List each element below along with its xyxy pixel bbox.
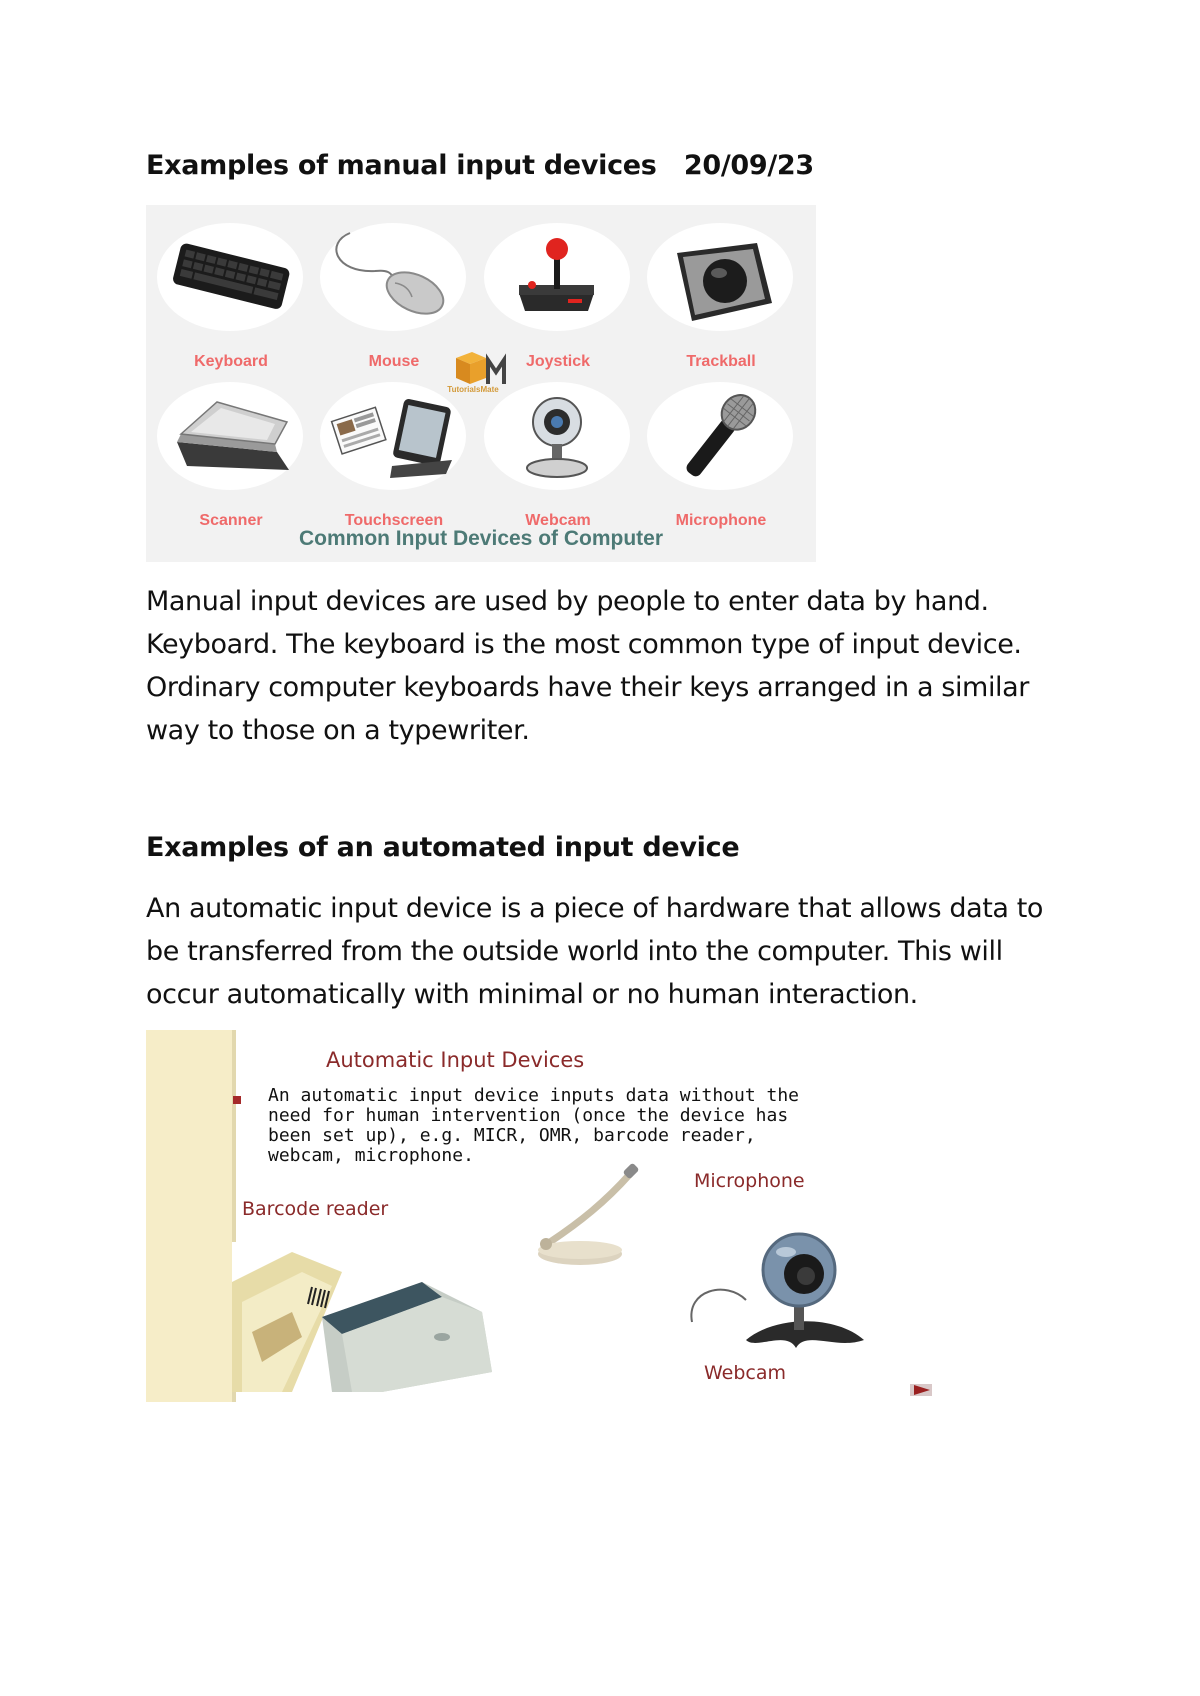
automated-paragraph (146, 887, 1043, 1016)
device-label: Microphone (675, 512, 767, 529)
manual-paragraph (146, 580, 1029, 752)
paragraph-line: way to those on a typewriter. (146, 715, 530, 746)
figure-caption: Common Input Devices of Computer (298, 527, 664, 550)
touchscreen-icon (320, 382, 466, 490)
paragraph-line: occur automatically with minimal or no human interaction. (146, 979, 918, 1010)
bullet-line: An automatic input device inputs data without the (268, 1085, 800, 1106)
desk-microphone-icon (510, 1162, 670, 1272)
barcode-reader-icon (232, 1242, 512, 1392)
bullet-line: been set up), e.g. MICR, OMR, barcode reader, (268, 1125, 756, 1146)
microphone-icon (647, 382, 793, 490)
keyboard-icon (157, 223, 303, 331)
barcode-reader-label: Barcode reader (242, 1198, 389, 1220)
device-keyboard (151, 223, 311, 373)
desk-webcam-icon (686, 1230, 896, 1360)
mouse-icon (320, 223, 466, 331)
device-label: Joystick (525, 353, 591, 370)
webcam-label: Webcam (704, 1362, 787, 1384)
microphone-label: Microphone (694, 1170, 805, 1192)
device-label: Touchscreen (344, 512, 444, 529)
device-webcam (478, 382, 638, 532)
device-microphone (641, 382, 801, 532)
scanner-icon (157, 382, 303, 490)
device-scanner (151, 382, 311, 532)
slide-bullet-text (268, 1086, 799, 1166)
webcam-icon (484, 382, 630, 490)
bullet-line: webcam, microphone. (268, 1145, 474, 1166)
common-input-devices-figure (146, 205, 816, 562)
device-label: Scanner (199, 512, 263, 529)
slide-title: Automatic Input Devices (326, 1048, 585, 1072)
bullet-line: need for human intervention (once the device has (268, 1105, 789, 1126)
slide-nav-arrow-icon (910, 1384, 932, 1396)
slide-side-strip (146, 1030, 232, 1402)
joystick-icon (484, 223, 630, 331)
trackball-icon (647, 223, 793, 331)
paragraph-line: be transferred from the outside world into the computer. This will (146, 936, 1003, 967)
automatic-input-devices-slide (146, 1030, 946, 1402)
device-touchscreen (314, 382, 474, 532)
device-label: Keyboard (194, 353, 268, 370)
paragraph-line: Ordinary computer keyboards have their keys arranged in a similar (146, 672, 1029, 703)
device-label: Mouse (368, 353, 420, 370)
paragraph-line: An automatic input device is a piece of hardware that allows data to (146, 893, 1044, 924)
device-label: Webcam (525, 512, 591, 529)
manual-heading: Examples of manual input devices 20/09/23 (146, 150, 814, 181)
automated-heading: Examples of an automated input device (146, 832, 740, 863)
device-trackball (641, 223, 801, 373)
device-label: Trackball (686, 353, 756, 370)
bullet-marker (233, 1096, 241, 1104)
paragraph-line: Keyboard. The keyboard is the most common type of input device. (146, 629, 1022, 660)
paragraph-line: Manual input devices are used by people to enter data by hand. (146, 586, 989, 617)
watermark-text: TutorialsMate (447, 385, 499, 394)
